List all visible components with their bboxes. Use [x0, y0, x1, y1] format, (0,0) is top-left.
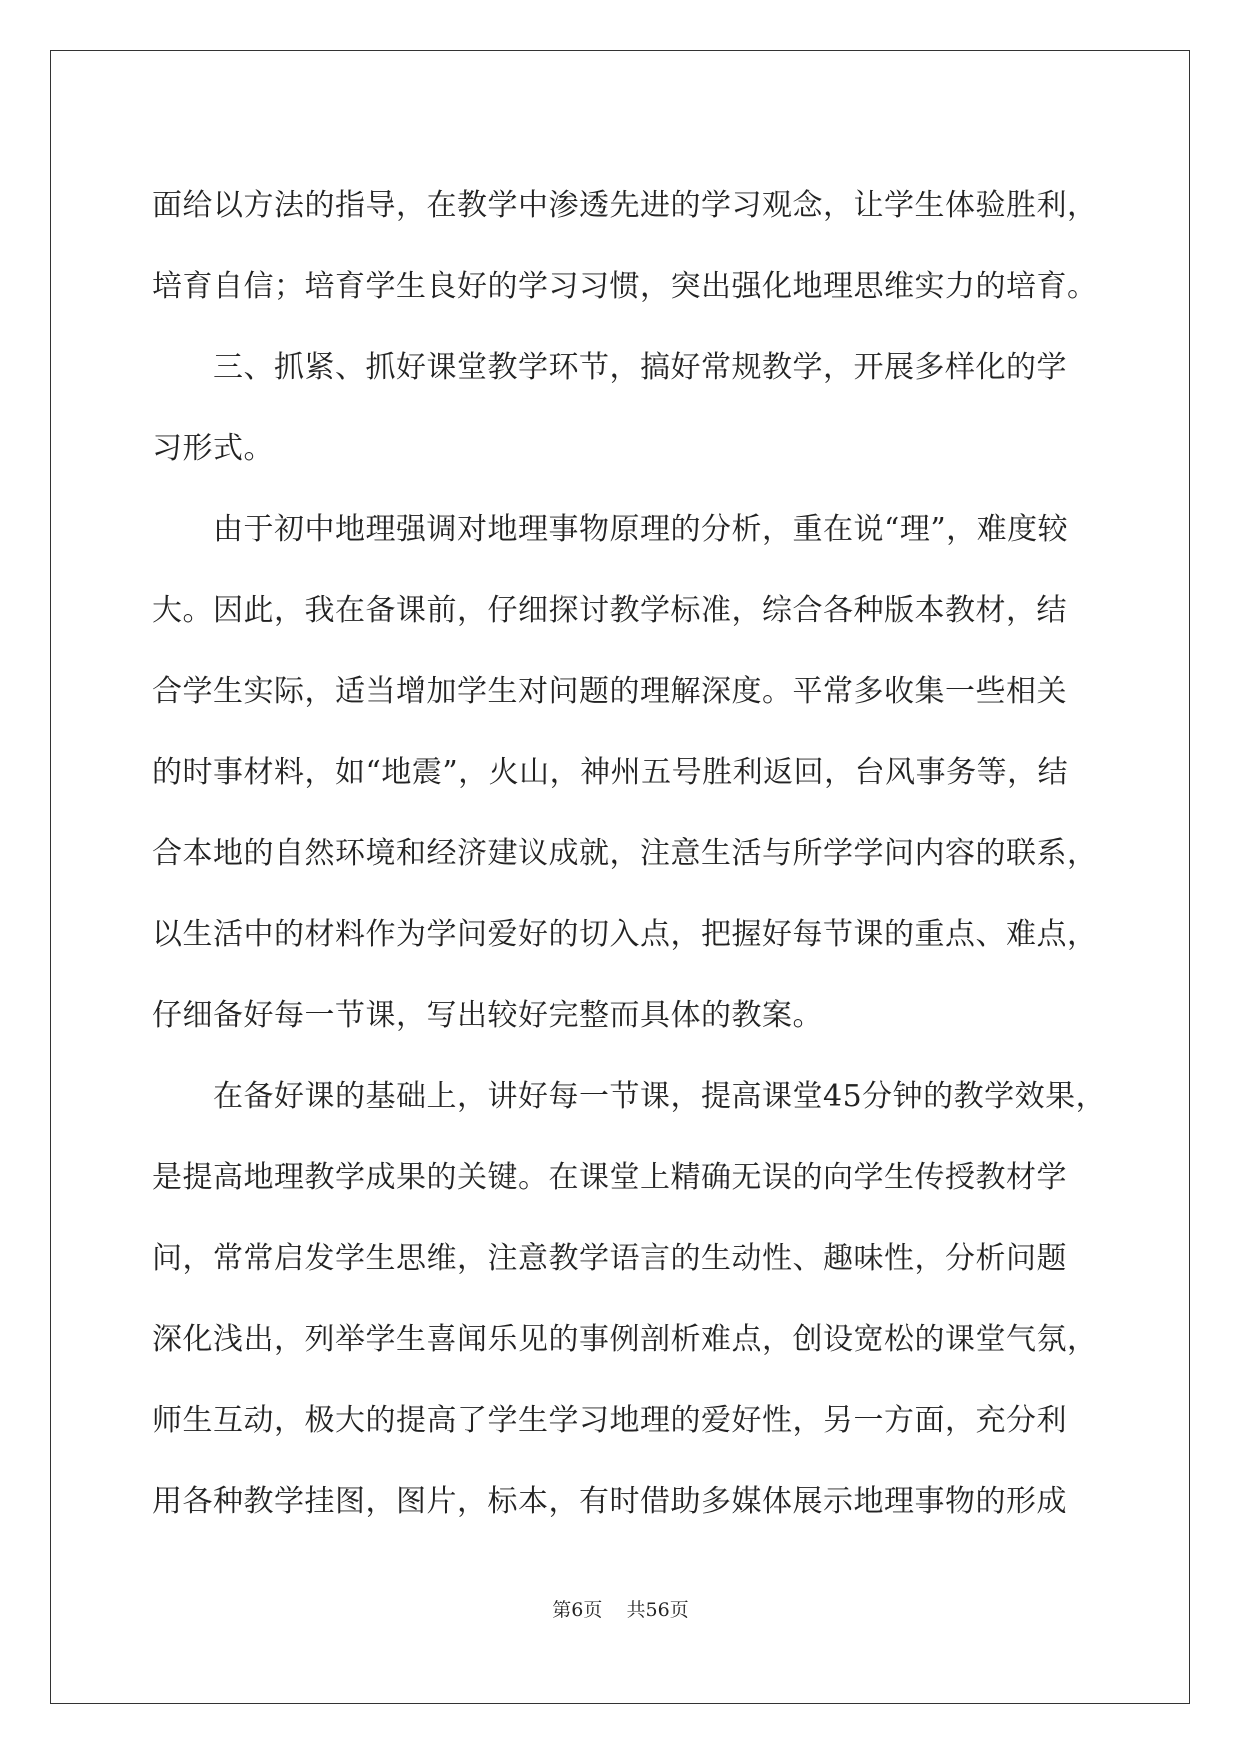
page-footer [0, 1595, 1241, 1622]
text-line: 仔细备好每一节课，写出较好完整而具体的教案。 [152, 998, 823, 1033]
text-line: 面给以方法的指导，在教学中渗透先进的学习观念，让学生体验胜利， [152, 188, 1098, 223]
text-line: 师生互动，极大的提高了学生学习地理的爱好性，另一方面，充分利 [152, 1403, 1067, 1438]
paragraph-start: 在备好课的基础上，讲好每一节课，提高课堂45分钟的教学效果， [213, 1079, 1107, 1114]
document-body [152, 165, 1107, 1542]
text-line: 习形式。 [152, 431, 274, 466]
page-number: 第6页 [552, 1599, 603, 1621]
paragraph-start: 由于初中地理强调对地理事物原理的分析，重在说“理”，难度较 [213, 512, 1069, 547]
text-line: 以生活中的材料作为学问爱好的切入点，把握好每节课的重点、难点， [152, 917, 1098, 952]
text-line: 合本地的自然环境和经济建议成就，注意生活与所学学问内容的联系， [152, 836, 1098, 871]
text-line: 用各种教学挂图，图片，标本，有时借助多媒体展示地理事物的形成 [152, 1484, 1067, 1519]
text-line: 的时事材料，如“地震”，火山，神州五号胜利返回，台风事务等，结 [152, 755, 1069, 790]
total-pages: 共56页 [626, 1599, 689, 1621]
text-line: 合学生实际，适当增加学生对问题的理解深度。平常多收集一些相关 [152, 674, 1067, 709]
section-heading: 三、抓紧、抓好课堂教学环节，搞好常规教学，开展多样化的学 [213, 350, 1067, 385]
text-line: 问，常常启发学生思维，注意教学语言的生动性、趣味性，分析问题 [152, 1241, 1067, 1276]
text-line: 是提高地理教学成果的关键。在课堂上精确无误的向学生传授教材学 [152, 1160, 1067, 1195]
text-line: 深化浅出，列举学生喜闻乐见的事例剖析难点，创设宽松的课堂气氛， [152, 1322, 1098, 1357]
text-line: 大。因此，我在备课前，仔细探讨教学标准，综合各种版本教材，结 [152, 593, 1067, 628]
text-line: 培育自信；培育学生良好的学习习惯，突出强化地理思维实力的培育。 [152, 269, 1098, 304]
